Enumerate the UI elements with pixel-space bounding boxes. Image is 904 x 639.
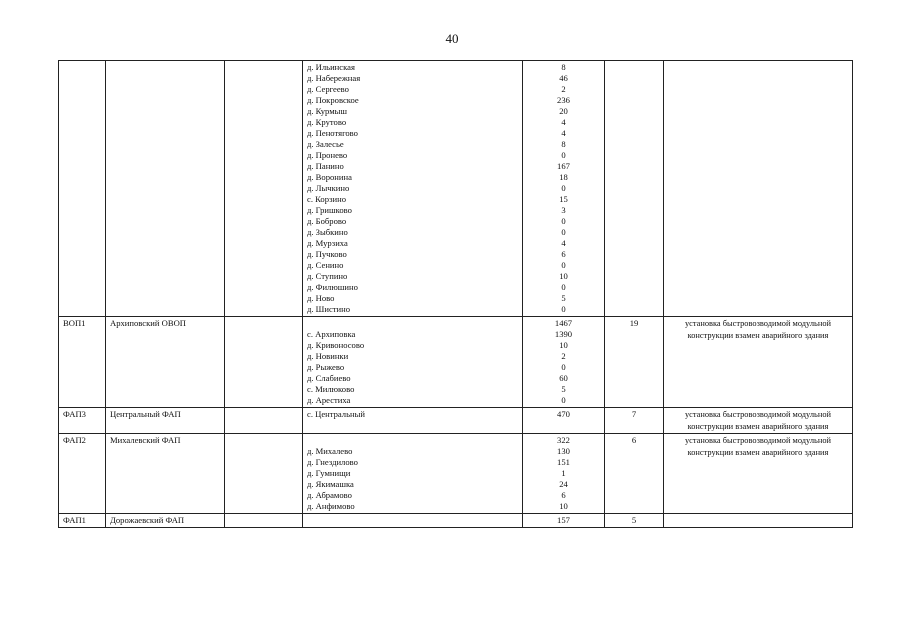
population-cell — [523, 514, 605, 528]
settlement-name: д. Крутово — [307, 117, 347, 127]
settlement-name: д. Якимашка — [307, 479, 354, 490]
settlement-population: 0 — [561, 395, 566, 405]
settlement-population: 0 — [561, 304, 566, 314]
settlement-name: с. Архиповка — [307, 329, 356, 339]
page-number: 40 — [445, 31, 459, 46]
facility-code: ФАП1 — [59, 514, 106, 528]
settlement-population: 15 — [559, 194, 568, 204]
settlement-population: 18 — [559, 172, 568, 182]
facility-name: Михалевский ФАП — [106, 434, 225, 514]
settlement-population: 4 — [561, 128, 566, 138]
distance-cell: 6 — [605, 434, 664, 514]
settlement-population: 24 — [559, 479, 568, 490]
settlement-name: д. Гумнищи — [307, 468, 351, 479]
settlement-population: 4 — [561, 238, 566, 248]
facility-name: Центральный ФАП — [106, 408, 225, 434]
settlement-population: 0 — [561, 183, 566, 193]
settlement-name: д. Лычкино — [307, 183, 350, 193]
facility-code: ВОП1 — [59, 317, 106, 408]
settlement-name: д. Сенино — [307, 260, 344, 270]
empty-cell — [225, 514, 303, 528]
settlement-population: 6 — [561, 249, 566, 259]
settlements-cell — [303, 408, 523, 434]
settlement-population: 1 — [561, 468, 566, 479]
settlement-population: 0 — [561, 282, 566, 292]
settlement-name: д. Ново — [307, 293, 335, 303]
settlement-name: д. Новинки — [307, 351, 349, 361]
table-row — [59, 514, 853, 528]
settlement-population: 0 — [561, 216, 566, 226]
settlement-population: 5 — [561, 384, 566, 394]
population-total: 322 — [557, 435, 570, 446]
settlement-population: 2 — [561, 351, 566, 361]
settlement-population: 4 — [561, 117, 566, 127]
settlement-name: д. Боброво — [307, 216, 347, 226]
settlement-name: д. Ильинская — [307, 62, 355, 72]
population-cell — [523, 408, 605, 434]
settlement-name: с. Милюково — [307, 384, 355, 394]
empty-cell — [225, 317, 303, 408]
table-row — [59, 317, 853, 408]
settlements-cell — [303, 61, 523, 317]
settlement-name: д. Ступино — [307, 271, 348, 281]
settlement-name: д. Покровское — [307, 95, 359, 105]
settlement-population: 10 — [559, 501, 568, 512]
settlement-population: 8 — [561, 139, 566, 149]
facility-name — [106, 61, 225, 317]
settlement-population: 130 — [557, 446, 570, 457]
settlement-name: д. Зыбкино — [307, 227, 348, 237]
settlement-name: д. Воронина — [307, 172, 352, 182]
table-row — [59, 408, 853, 434]
note-text: установка быстровозводимой модульной конструкции взамен аварийного здания — [684, 410, 832, 431]
empty-cell — [225, 434, 303, 514]
population-cell — [523, 61, 605, 317]
settlement-name: д. Набережная — [307, 73, 361, 83]
settlement-name: д. Пронево — [307, 150, 348, 160]
distance-cell: 7 — [605, 408, 664, 434]
settlement-name: д. Филюшино — [307, 282, 358, 292]
table-row — [59, 434, 853, 514]
settlement-population: 5 — [561, 293, 566, 303]
settlement-population: 10 — [559, 340, 568, 350]
settlement-name: с. Центральный — [307, 409, 365, 419]
settlement-name: д. Анфимово — [307, 501, 355, 512]
settlement-population: 2 — [561, 84, 566, 94]
facility-name: Дорожаевский ФАП — [106, 514, 225, 528]
settlement-name: д. Шистино — [307, 304, 351, 314]
settlement-name: д. Арестиха — [307, 395, 351, 405]
settlement-population: 0 — [561, 260, 566, 270]
spacer — [307, 318, 518, 329]
facility-code: ФАП2 — [59, 434, 106, 514]
settlement-name: д. Гришково — [307, 205, 352, 215]
settlement-name: д. Панино — [307, 161, 344, 171]
empty-cell — [225, 408, 303, 434]
settlement-population: 0 — [561, 150, 566, 160]
settlement-name: д. Курмыш — [307, 106, 348, 116]
settlement-population: 10 — [559, 271, 568, 281]
settlement-name: с. Корзино — [307, 194, 347, 204]
population-total: 1467 — [554, 318, 573, 328]
settlements-cell — [303, 434, 523, 514]
distance-cell: 5 — [605, 514, 664, 528]
settlement-population: 3 — [561, 205, 566, 215]
settlement-population: 167 — [557, 161, 570, 171]
facility-name: Архиповский ОВОП — [106, 317, 225, 408]
settlement-name: д. Гнездилово — [307, 457, 358, 468]
settlement-name: д. Михалево — [307, 446, 353, 457]
note-cell — [664, 61, 853, 317]
settlement-population: 6 — [561, 490, 566, 501]
facility-code — [59, 61, 106, 317]
settlement-population: 46 — [559, 73, 568, 83]
note-cell — [664, 434, 853, 514]
settlement-name: д. Залесье — [307, 139, 344, 149]
note-text: установка быстровозводимой модульной конструкции взамен аварийного здания — [684, 436, 832, 457]
population-total: 470 — [557, 409, 570, 419]
settlement-population: 0 — [561, 362, 566, 372]
facilities-table — [58, 60, 853, 528]
settlement-name: д. Рыжево — [307, 362, 345, 372]
settlement-name: д. Сергеево — [307, 84, 349, 94]
settlement-name: д. Пенотягово — [307, 128, 358, 138]
population-cell — [523, 317, 605, 408]
settlement-population: 60 — [559, 373, 568, 383]
settlement-population: 1390 — [554, 329, 573, 339]
spacer — [307, 435, 518, 446]
note-cell — [664, 408, 853, 434]
settlement-population: 0 — [561, 227, 566, 237]
empty-cell — [225, 61, 303, 317]
settlement-name: д. Слабиево — [307, 373, 351, 383]
population-total: 157 — [557, 515, 570, 526]
note-cell — [664, 514, 853, 528]
note-text: установка быстровозводимой модульной конструкции взамен аварийного здания — [684, 319, 832, 340]
note-cell — [664, 317, 853, 408]
settlements-cell — [303, 514, 523, 528]
settlement-name: д. Кривоносово — [307, 340, 365, 350]
distance-cell: 19 — [605, 317, 664, 408]
settlement-population: 151 — [557, 457, 570, 468]
settlement-population: 8 — [561, 62, 566, 72]
table-row — [59, 61, 853, 317]
distance-cell — [605, 61, 664, 317]
settlement-population: 20 — [559, 106, 568, 116]
settlement-name: д. Пучково — [307, 249, 347, 259]
settlements-cell — [303, 317, 523, 408]
settlement-population: 236 — [557, 95, 570, 105]
settlement-name: д. Мурзиха — [307, 238, 348, 248]
population-cell — [523, 434, 605, 514]
settlement-name: д. Абрамово — [307, 490, 352, 501]
facility-code: ФАП3 — [59, 408, 106, 434]
